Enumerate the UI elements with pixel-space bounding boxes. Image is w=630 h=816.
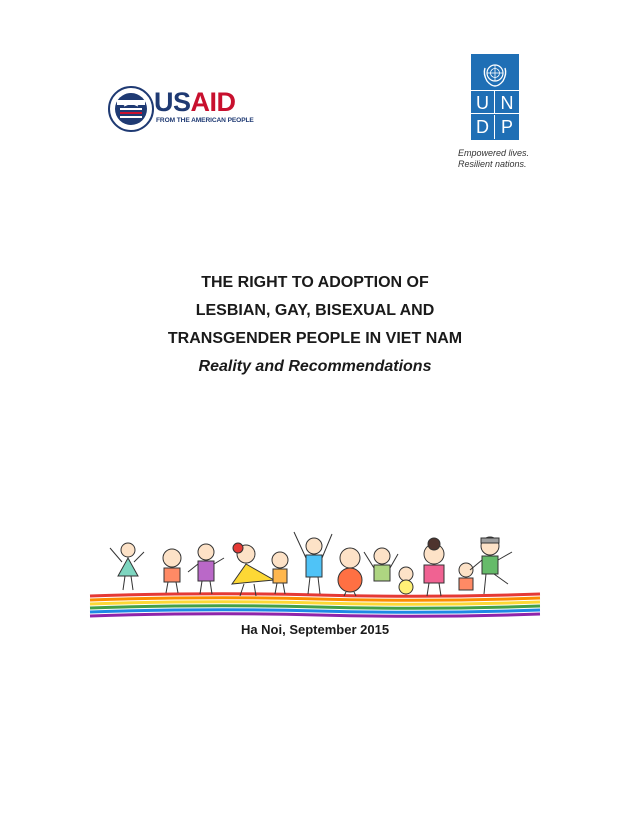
title-line-1: THE RIGHT TO ADOPTION OF <box>201 274 429 291</box>
place-and-date: Ha Noi, September 2015 <box>240 622 390 637</box>
undp-tagline <box>458 148 548 170</box>
title-line-3: TRANSGENDER PEOPLE IN VIET NAM <box>167 330 463 347</box>
un-emblem-icon <box>480 60 510 88</box>
undp-tagline-line1: Empowered lives. <box>458 148 530 158</box>
usaid-us-text: US <box>154 87 191 117</box>
usaid-aid-text: AID <box>190 87 236 117</box>
undp-letter-p: P <box>500 117 513 137</box>
rainbow-stripes <box>90 594 540 617</box>
usaid-logo <box>108 86 268 134</box>
undp-letter-d: D <box>471 115 495 139</box>
usaid-seal-icon <box>108 86 154 132</box>
subtitle: Reality and Recommendations <box>198 358 432 375</box>
undp-letter-u: U <box>471 90 495 114</box>
undp-tagline-line2: Resilient nations. <box>458 159 527 169</box>
usaid-tagline: FROM THE AMERICAN PEOPLE <box>156 117 254 124</box>
children-rainbow-illustration <box>88 518 543 622</box>
title-line-2: LESBIAN, GAY, BISEXUAL AND <box>195 302 435 319</box>
usaid-wordmark <box>154 88 236 116</box>
child-figures <box>110 532 512 596</box>
undp-logo <box>471 54 519 140</box>
undp-letter-grid <box>471 90 519 140</box>
undp-letter-n: N <box>495 90 519 114</box>
